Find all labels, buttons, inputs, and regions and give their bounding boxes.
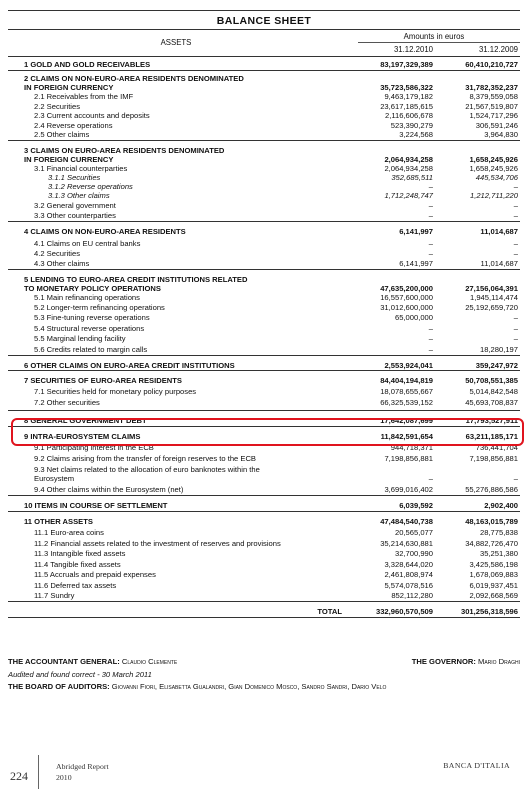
value-2009: 21,567,519,807 xyxy=(465,101,518,111)
row-label: 4.1 Claims on EU central banks xyxy=(34,239,141,248)
value-2010: – xyxy=(428,324,433,333)
balance-rows xyxy=(8,60,520,620)
value-2010: 944,718,371 xyxy=(390,443,433,452)
row-label: 1 GOLD AND GOLD RECEIVABLES xyxy=(24,60,151,69)
value-2010: – xyxy=(428,201,433,210)
value-2009: 48,163,015,789 xyxy=(465,517,518,526)
value-2010: – xyxy=(428,334,433,343)
value-2010: 83,197,329,389 xyxy=(380,60,433,69)
value-2010: 20,565,077 xyxy=(394,528,433,537)
row-label: 2 CLAIMS ON NON-EURO-AREA RESIDENTS DENOMINATED IN FOREIGN CURRENCY xyxy=(24,74,244,93)
row-label: 4.3 Other claims xyxy=(34,259,90,268)
value-2009: 31,782,352,237 xyxy=(465,83,518,92)
row-separator xyxy=(8,511,520,512)
row-separator xyxy=(8,495,520,496)
value-2010: – xyxy=(428,474,433,483)
value-2009: – xyxy=(513,201,518,210)
value-2009: – xyxy=(513,182,518,191)
value-2009: 1,678,069,883 xyxy=(469,570,518,579)
row-separator xyxy=(8,410,520,411)
value-2010: 32,700,990 xyxy=(394,549,433,558)
row-label: 2.1 Receivables from the IMF xyxy=(34,92,134,101)
row-label: 6 OTHER CLAIMS ON EURO-AREA CREDIT INSTITUTIONS xyxy=(24,361,235,370)
value-2009: 306,591,246 xyxy=(475,120,518,130)
value-2009: 18,280,197 xyxy=(479,345,518,354)
value-2010: 66,325,539,152 xyxy=(380,398,433,407)
value-2010: – xyxy=(428,182,433,191)
auditors xyxy=(8,682,520,691)
row-label: 4 CLAIMS ON NON-EURO-AREA RESIDENTS xyxy=(24,227,186,236)
row-label: 10 ITEMS IN COURSE OF SETTLEMENT xyxy=(24,501,168,510)
value-2010: 2,461,808,974 xyxy=(384,570,433,579)
value-2010: 332,960,570,509 xyxy=(375,607,433,616)
row-separator xyxy=(8,370,520,371)
value-2009: 3,425,586,198 xyxy=(469,559,518,569)
value-2010: 5,574,078,516 xyxy=(384,580,433,590)
value-2009: 11,014,687 xyxy=(480,227,518,236)
row-label: 5.2 Longer-term refinancing operations xyxy=(34,303,165,312)
row-label: 11.4 Tangible fixed assets xyxy=(34,559,121,569)
value-2010: 35,214,630,881 xyxy=(380,538,433,548)
auditors-label: THE BOARD OF AUDITORS: xyxy=(8,682,110,691)
row-label: 11.6 Deferred tax assets xyxy=(34,580,117,590)
value-2010: – xyxy=(428,345,433,354)
row-label: 7.1 Securities held for monetary policy purposes xyxy=(34,387,197,396)
year-2010-heading: 31.12.2010 xyxy=(393,45,433,54)
value-2009: 1,524,717,296 xyxy=(469,111,518,120)
value-2010: 17,642,087,699 xyxy=(380,416,433,425)
row-label: 5.6 Credits related to margin calls xyxy=(34,345,148,354)
row-label: 2.5 Other claims xyxy=(34,130,90,139)
value-2009: 50,708,551,385 xyxy=(465,376,518,385)
governor-name: Mario Draghi xyxy=(478,657,520,666)
value-2009: – xyxy=(513,211,518,220)
value-2010: 523,390,279 xyxy=(390,120,433,130)
row-label: 3.1 Financial counterparties xyxy=(34,164,128,173)
row-label: 5 LENDING TO EURO-AREA CREDIT INSTITUTIONS RELATED TO MONETARY POLICY OPERATIONS xyxy=(24,275,248,294)
value-2010: 6,141,997 xyxy=(399,259,433,268)
value-2009: 301,256,318,596 xyxy=(460,607,518,616)
row-label: 11.3 Intangible fixed assets xyxy=(34,549,126,558)
row-label: 2.2 Securities xyxy=(34,101,81,111)
value-2010: 47,635,200,000 xyxy=(380,284,433,293)
row-separator xyxy=(8,221,520,222)
value-2009: 35,251,380 xyxy=(479,549,518,558)
value-2009: – xyxy=(513,474,518,483)
row-separator xyxy=(8,70,520,71)
value-2009: 11,014,687 xyxy=(480,259,518,268)
row-label: 2.3 Current accounts and deposits xyxy=(34,111,150,120)
value-2009: 1,658,245,926 xyxy=(469,164,518,173)
value-2010: 2,064,934,258 xyxy=(384,164,433,173)
value-2009: 27,156,064,391 xyxy=(465,284,518,293)
report-title: Abridged Report xyxy=(56,762,109,771)
value-2010: 6,039,592 xyxy=(399,501,433,510)
value-2009: 28,775,838 xyxy=(479,528,518,537)
value-2010: 3,224,568 xyxy=(399,130,433,139)
row-label: TOTAL xyxy=(317,607,342,616)
value-2009: – xyxy=(513,324,518,333)
value-2010: 31,012,600,000 xyxy=(380,303,433,312)
row-label: 11.5 Accruals and prepaid expenses xyxy=(34,570,156,579)
value-2010: 352,685,511 xyxy=(391,173,433,182)
year-2009-heading: 31.12.2009 xyxy=(478,45,518,54)
value-2009: 6,019,937,451 xyxy=(469,580,518,590)
row-label: 3.3 Other counterparties xyxy=(34,211,116,220)
assets-heading: ASSETS xyxy=(160,38,192,47)
value-2010: 9,463,179,182 xyxy=(384,92,433,101)
audited-note: Audited and found correct - 30 March 2011 xyxy=(8,670,152,679)
accountant-name: Claudio Clemente xyxy=(121,657,178,666)
row-label: 11 OTHER ASSETS xyxy=(24,517,93,526)
value-2009: 2,902,400 xyxy=(484,501,518,510)
row-separator xyxy=(8,601,520,602)
footer-divider xyxy=(38,755,39,789)
row-label: 2.4 Reverse operations xyxy=(34,120,113,130)
value-2009: 17,793,527,911 xyxy=(465,416,518,425)
row-label: 9.1 Participating interest in the ECB xyxy=(34,443,154,452)
value-2010: 11,842,591,654 xyxy=(380,432,433,441)
amounts-heading: Amounts in euros xyxy=(403,32,465,41)
value-2010: 1,712,248,747 xyxy=(384,191,433,200)
value-2010: 2,116,606,678 xyxy=(385,111,433,120)
value-2010: 852,112,280 xyxy=(391,591,433,600)
value-2010: 47,484,540,738 xyxy=(380,517,433,526)
row-label: 9.4 Other claims within the Eurosystem (net) xyxy=(34,485,184,494)
value-2009: 34,882,726,470 xyxy=(465,538,518,548)
value-2010: 2,553,924,041 xyxy=(384,361,433,370)
value-2009: 736,441,704 xyxy=(475,443,518,452)
value-2010: 18,078,655,667 xyxy=(380,387,433,396)
row-label: 3.2 General government xyxy=(34,201,116,210)
value-2009: 7,198,856,881 xyxy=(469,454,518,463)
row-label: 5.1 Main refinancing operations xyxy=(34,293,140,302)
amounts-divider xyxy=(358,42,520,43)
value-2009: 445,534,706 xyxy=(475,173,518,182)
accountant-label: THE ACCOUNTANT GENERAL: xyxy=(8,657,120,666)
value-2010: – xyxy=(428,211,433,220)
row-label: 3.1.1 Securities xyxy=(48,173,101,182)
value-2009: 63,211,185,171 xyxy=(465,432,518,441)
row-label: 8 GENERAL GOVERNMENT DEBT xyxy=(24,416,147,425)
value-2009: 1,658,245,926 xyxy=(469,155,518,164)
row-label: 7.2 Other securities xyxy=(34,398,100,407)
value-2009: – xyxy=(513,239,518,248)
row-label: 11.2 Financial assets related to the investment of reserves and provisions xyxy=(34,538,281,548)
sheet-title: BALANCE SHEET xyxy=(8,10,520,30)
page-number: 224 xyxy=(10,769,28,783)
row-label: 11.7 Sundry xyxy=(34,591,75,600)
value-2010: 23,617,185,615 xyxy=(380,101,433,111)
value-2010: 3,699,016,402 xyxy=(384,485,433,494)
value-2009: 359,247,972 xyxy=(475,361,518,370)
report-year: 2010 xyxy=(56,773,72,782)
row-label: 3.1.2 Reverse operations xyxy=(48,182,133,191)
row-label: 5.4 Structural reverse operations xyxy=(34,324,145,333)
value-2009: 8,379,559,058 xyxy=(469,92,518,101)
value-2009: 1,212,711,220 xyxy=(470,191,518,200)
value-2009: 2,092,668,569 xyxy=(469,591,518,600)
value-2009: 3,964,830 xyxy=(484,130,518,139)
value-2010: 6,141,997 xyxy=(399,227,433,236)
value-2010: 65,000,000 xyxy=(394,313,433,322)
row-separator xyxy=(8,617,520,618)
value-2009: 60,410,210,727 xyxy=(465,60,518,69)
value-2010: 16,557,600,000 xyxy=(380,293,433,302)
value-2010: 84,404,194,819 xyxy=(380,376,433,385)
value-2009: 1,945,114,474 xyxy=(470,293,518,302)
value-2009: – xyxy=(513,313,518,322)
row-label: 5.3 Fine-tuning reverse operations xyxy=(34,313,150,322)
row-separator xyxy=(8,355,520,356)
value-2009: 25,192,659,720 xyxy=(465,303,518,312)
value-2010: 3,328,644,020 xyxy=(384,559,433,569)
value-2010: – xyxy=(428,249,433,258)
row-label: 7 SECURITIES OF EURO-AREA RESIDENTS xyxy=(24,376,182,385)
auditors-names: Giovanni Fiori, Elisabetta Gualandri, Gian Domenico Mosco, Sandro Sandri, Dario Velo xyxy=(111,682,387,691)
row-separator xyxy=(8,140,520,141)
row-label: 3.1.3 Other claims xyxy=(48,191,110,200)
value-2009: 45,693,708,837 xyxy=(465,398,518,407)
value-2009: – xyxy=(513,334,518,343)
table-header xyxy=(8,30,520,57)
row-separator xyxy=(8,426,520,427)
row-label: 3 CLAIMS ON EURO-AREA RESIDENTS DENOMINATED IN FOREIGN CURRENCY xyxy=(24,146,225,165)
value-2009: – xyxy=(513,249,518,258)
governor-label: THE GOVERNOR: xyxy=(411,657,476,666)
row-label: 11.1 Euro-area coins xyxy=(34,528,104,537)
value-2010: 7,198,856,881 xyxy=(384,454,433,463)
bank-name: BANCA D'ITALIA xyxy=(443,761,510,770)
value-2010: 35,723,586,322 xyxy=(380,83,433,92)
value-2009: 5,014,842,548 xyxy=(469,387,518,396)
value-2010: 2,064,934,258 xyxy=(384,155,433,164)
row-label: 5.5 Marginal lending facility xyxy=(34,334,126,343)
row-label: 9.3 Net claims related to the allocation of euro banknotes within the Eurosystem xyxy=(34,465,260,484)
value-2010: – xyxy=(428,239,433,248)
row-label: 4.2 Securities xyxy=(34,249,81,258)
value-2009: 55,276,886,586 xyxy=(465,485,518,494)
page-footer xyxy=(0,755,528,796)
balance-sheet xyxy=(8,10,520,620)
row-label: 9.2 Claims arising from the transfer of foreign reserves to the ECB xyxy=(34,454,256,463)
row-separator xyxy=(8,269,520,270)
row-label: 9 INTRA-EUROSYSTEM CLAIMS xyxy=(24,432,141,441)
report-name xyxy=(56,761,109,783)
